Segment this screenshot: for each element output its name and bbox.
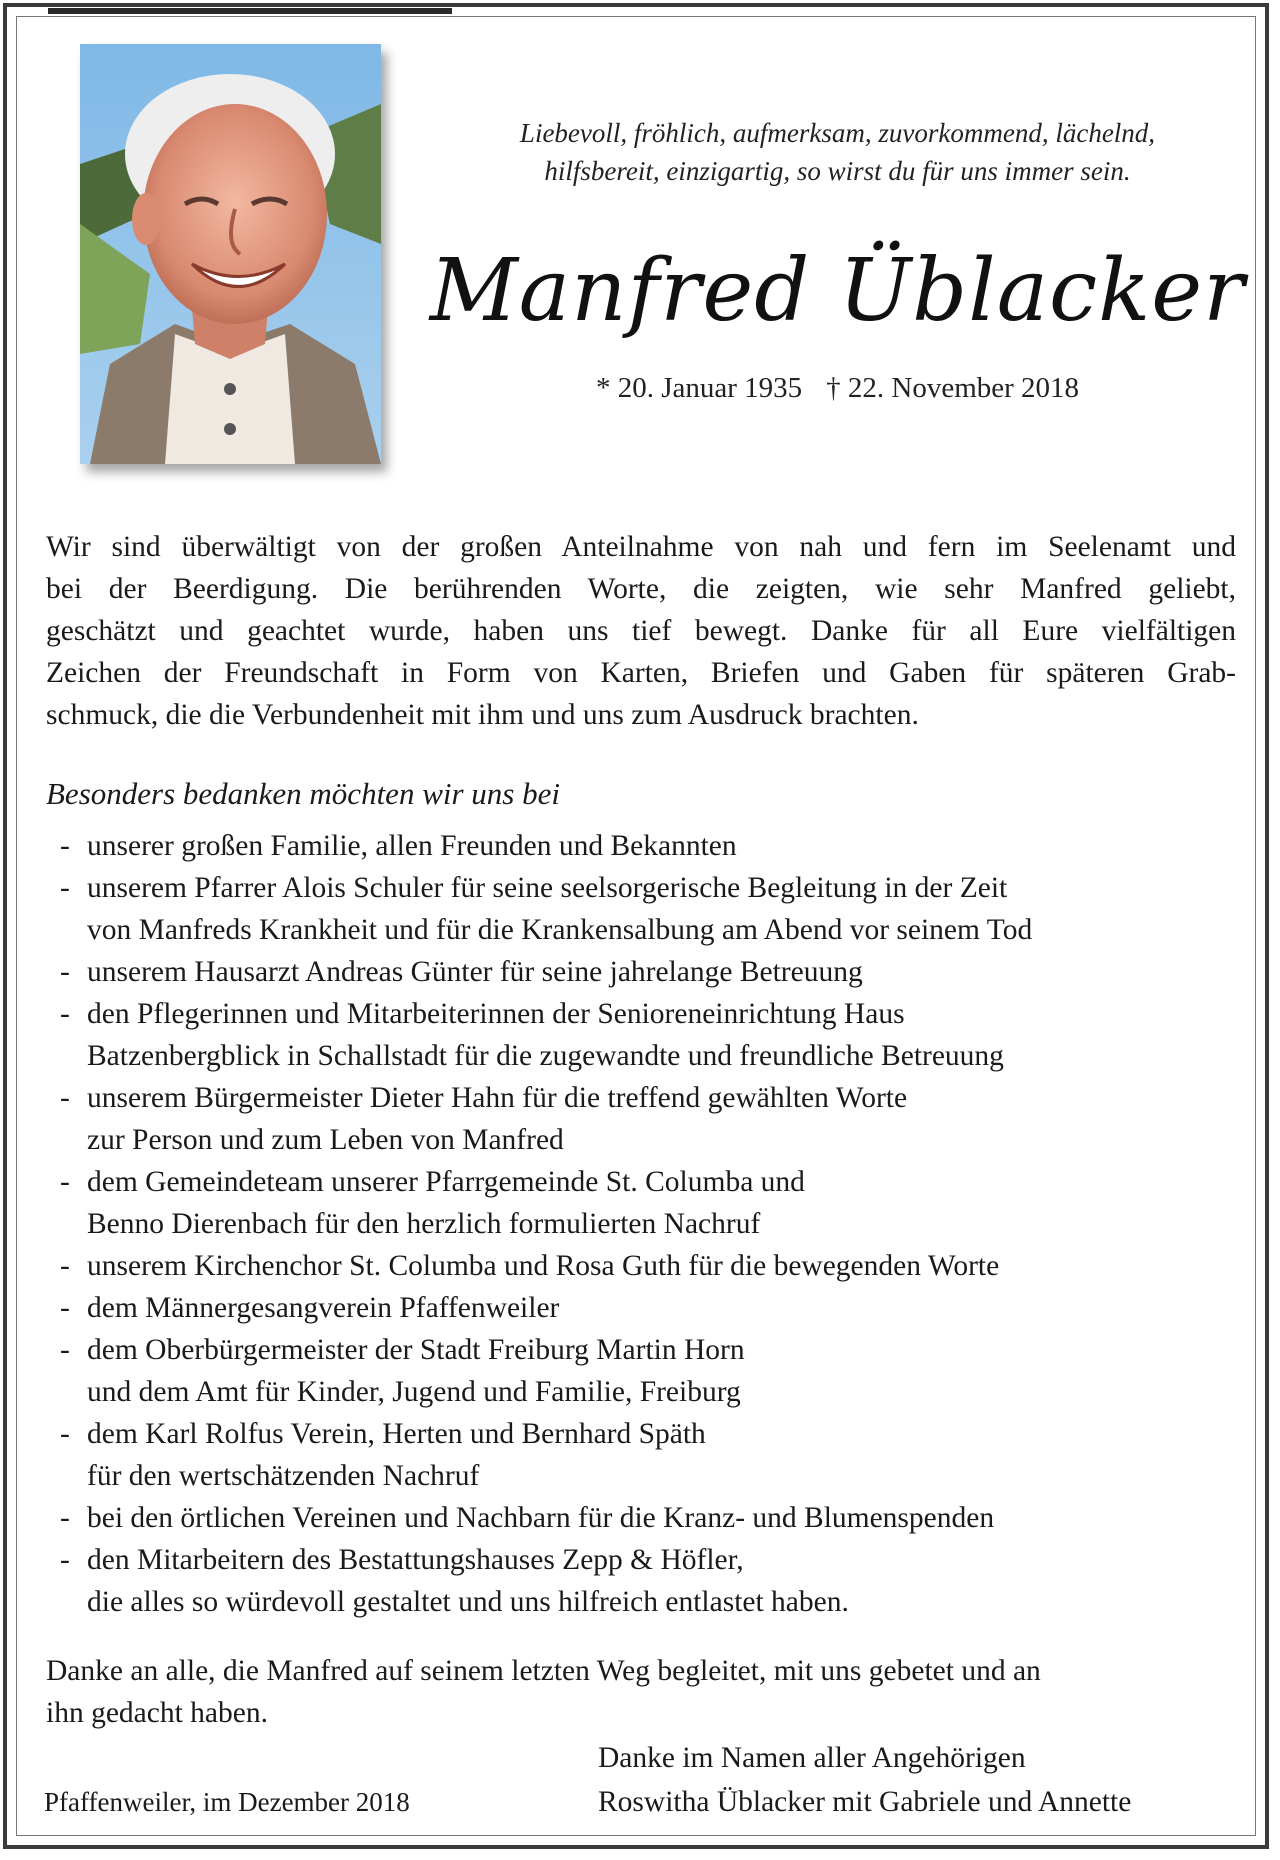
list-item-line: von Manfreds Krankheit und für die Krankensalbung am Abend vor seinem Tod: [87, 914, 1033, 946]
list-item-line: dem Karl Rolfus Verein, Herten und Bernhard Späth: [87, 1418, 706, 1450]
list-item: [60, 1161, 1250, 1245]
list-item-line: unserem Kirchenchor St. Columba und Rosa Guth für die bewegenden Worte: [87, 1250, 1000, 1282]
birth-date: * 20. Januar 1935: [595, 372, 803, 404]
list-dash: -: [60, 872, 70, 904]
memorial-quote: [420, 114, 1255, 190]
list-item-line: Benno Dierenbach für den herzlich formulierten Nachruf: [87, 1208, 761, 1240]
list-item: [60, 1497, 1250, 1539]
top-rule: [48, 8, 452, 14]
list-item-line: unserem Hausarzt Andreas Günter für seine jahrelange Betreuung: [87, 956, 863, 988]
portrait-photo: [80, 44, 381, 464]
intro-line: bei der Beerdigung. Die berührenden Worte, die zeigten, wie sehr Manfred geliebt,: [46, 573, 1236, 605]
closing-line: ihn gedacht haben.: [46, 1697, 268, 1729]
list-dash: -: [60, 1544, 70, 1576]
quote-line: hilfsbereit, einzigartig, so wirst du für uns immer sein.: [544, 156, 1131, 186]
intro-line: Zeichen der Freundschaft in Form von Karten, Briefen und Gaben für späteren Grab-: [46, 657, 1236, 689]
deceased-name: Manfred Üblacker: [429, 241, 1246, 341]
quote-line: Liebevoll, fröhlich, aufmerksam, zuvorkommend, lächelnd,: [519, 118, 1156, 148]
life-dates: [420, 368, 1255, 408]
intro-line: schmuck, die die Verbundenheit mit ihm und uns zum Ausdruck brachten.: [46, 699, 919, 731]
list-dash: -: [60, 1292, 70, 1324]
list-item-line: bei den örtlichen Vereinen und Nachbarn für die Kranz- und Blumenspenden: [87, 1502, 995, 1534]
death-date: † 22. November 2018: [826, 372, 1080, 404]
list-dash: -: [60, 1250, 70, 1282]
list-item: [60, 1077, 1250, 1161]
list-item-line: dem Oberbürgermeister der Stadt Freiburg Martin Horn: [87, 1334, 745, 1366]
list-item: [60, 825, 1250, 867]
closing-paragraph: [46, 1650, 1236, 1734]
list-item-line: dem Gemeindeteam unserer Pfarrgemeinde St. Columba und: [87, 1166, 805, 1198]
list-dash: -: [60, 1502, 70, 1534]
list-item-line: unserem Pfarrer Alois Schuler für seine seelsorgerische Begleitung in der Zeit: [87, 872, 1008, 904]
intro-line: geschätzt und geachtet wurde, haben uns tief bewegt. Danke für all Eure vielfältigen: [46, 615, 1236, 647]
list-item: [60, 993, 1250, 1077]
list-dash: -: [60, 830, 70, 862]
list-item-line: zur Person und zum Leben von Manfred: [87, 1124, 564, 1156]
list-item: [60, 1245, 1250, 1287]
signature-block: [598, 1736, 1131, 1824]
list-dash: -: [60, 1418, 70, 1450]
list-item-line: Batzenbergblick in Schallstadt für die zugewandte und freundliche Betreuung: [87, 1040, 1004, 1072]
closing-line: Danke an alle, die Manfred auf seinem letzten Weg begleitet, mit uns gebetet und an: [46, 1655, 1041, 1687]
list-item-line: den Pflegerinnen und Mitarbeiterinnen der Senioreneinrichtung Haus: [87, 998, 905, 1030]
list-item-line: die alles so würdevoll gestaltet und uns hilfreich entlastet haben.: [87, 1586, 849, 1618]
place-date: Pfaffenweiler, im Dezember 2018: [44, 1787, 410, 1817]
thanks-list: [60, 825, 1250, 1623]
list-item: [60, 1413, 1250, 1497]
thanks-heading: Besonders bedanken möchten wir uns bei: [46, 776, 560, 811]
list-item-line: unserem Bürgermeister Dieter Hahn für die treffend gewählten Worte: [87, 1082, 908, 1114]
list-dash: -: [60, 998, 70, 1030]
intro-paragraph: [46, 526, 1236, 736]
list-item: [60, 1329, 1250, 1413]
list-item: [60, 1539, 1250, 1623]
signature-line: Danke im Namen aller Angehörigen: [598, 1742, 1026, 1774]
list-dash: -: [60, 1082, 70, 1114]
list-item-line: dem Männergesangverein Pfaffenweiler: [87, 1292, 560, 1324]
list-dash: -: [60, 1334, 70, 1366]
list-dash: -: [60, 1166, 70, 1198]
signature-line: Roswitha Üblacker mit Gabriele und Annette: [598, 1786, 1132, 1818]
intro-line: Wir sind überwältigt von der großen Anteilnahme von nah und fern im Seelenamt und: [46, 531, 1236, 563]
list-item: [60, 867, 1250, 951]
list-item-line: und dem Amt für Kinder, Jugend und Familie, Freiburg: [87, 1376, 741, 1408]
list-item-line: den Mitarbeitern des Bestattungshauses Zepp & Höfler,: [87, 1544, 744, 1576]
list-item-line: für den wertschätzenden Nachruf: [87, 1460, 480, 1492]
list-item: [60, 1287, 1250, 1329]
list-item: [60, 951, 1250, 993]
list-dash: -: [60, 956, 70, 988]
list-item-line: unserer großen Familie, allen Freunden und Bekannten: [87, 830, 737, 862]
